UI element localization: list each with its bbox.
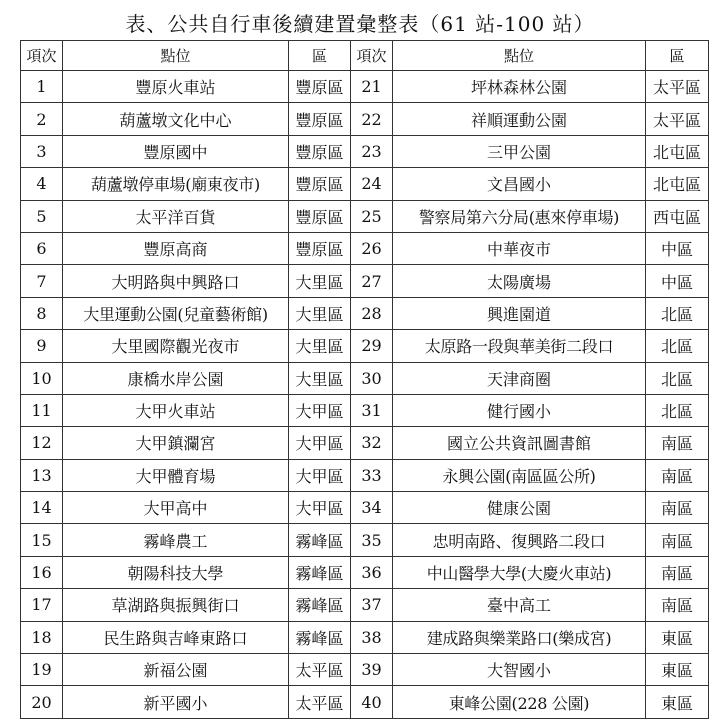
- column-header-place-2: 點位: [393, 41, 646, 71]
- table-row: [21, 394, 709, 426]
- table-row: [21, 556, 709, 588]
- cell-district-2: 中區: [646, 232, 709, 264]
- cell-district: 豐原區: [289, 103, 351, 135]
- table-row: [21, 71, 709, 103]
- cell-place: 大甲火車站: [63, 394, 289, 426]
- cell-no: 8: [21, 297, 63, 329]
- cell-district-2: 南區: [646, 459, 709, 491]
- cell-no: 10: [21, 362, 63, 394]
- table-row: [21, 103, 709, 135]
- cell-no: 13: [21, 459, 63, 491]
- cell-no-2: 29: [351, 330, 393, 362]
- cell-place-2: 國立公共資訊圖書館: [393, 427, 646, 459]
- cell-district-2: 太平區: [646, 103, 709, 135]
- table-row: [21, 200, 709, 232]
- cell-place: 大里運動公園(兒童藝術館): [63, 297, 289, 329]
- table-row: [21, 265, 709, 297]
- cell-no: 4: [21, 168, 63, 200]
- cell-district-2: 南區: [646, 589, 709, 621]
- cell-place-2: 健行國小: [393, 394, 646, 426]
- cell-place: 新福公園: [63, 654, 289, 686]
- cell-no: 12: [21, 427, 63, 459]
- cell-place: 大甲鎮瀾宮: [63, 427, 289, 459]
- cell-no-2: 38: [351, 621, 393, 653]
- cell-district: 大甲區: [289, 427, 351, 459]
- cell-no: 9: [21, 330, 63, 362]
- cell-no: 17: [21, 589, 63, 621]
- table-row: [21, 621, 709, 653]
- cell-place-2: 警察局第六分局(惠來停車場): [393, 200, 646, 232]
- table-row: [21, 232, 709, 264]
- cell-no: 20: [21, 686, 63, 718]
- cell-place-2: 太原路一段與華美街二段口: [393, 330, 646, 362]
- cell-place: 豐原火車站: [63, 71, 289, 103]
- cell-place: 康橋水岸公園: [63, 362, 289, 394]
- cell-district: 霧峰區: [289, 589, 351, 621]
- cell-no: 2: [21, 103, 63, 135]
- table-row: [21, 492, 709, 524]
- cell-no: 7: [21, 265, 63, 297]
- cell-place: 葫蘆墩停車場(廟東夜市): [63, 168, 289, 200]
- stations-table: [20, 40, 709, 719]
- cell-place-2: 永興公園(南區區公所): [393, 459, 646, 491]
- cell-no: 18: [21, 621, 63, 653]
- column-header-no-2: 項次: [351, 41, 393, 71]
- cell-district-2: 南區: [646, 556, 709, 588]
- cell-no-2: 40: [351, 686, 393, 718]
- table-row: [21, 459, 709, 491]
- cell-district: 豐原區: [289, 135, 351, 167]
- cell-district: 大里區: [289, 362, 351, 394]
- column-header-district-2: 區: [646, 41, 709, 71]
- cell-place: 太平洋百貨: [63, 200, 289, 232]
- cell-no-2: 26: [351, 232, 393, 264]
- cell-place: 民生路與吉峰東路口: [63, 621, 289, 653]
- table-row: [21, 168, 709, 200]
- cell-place: 葫蘆墩文化中心: [63, 103, 289, 135]
- cell-district: 太平區: [289, 654, 351, 686]
- cell-no-2: 34: [351, 492, 393, 524]
- table-header-row: [21, 41, 709, 71]
- table-row: [21, 524, 709, 556]
- cell-place-2: 健康公園: [393, 492, 646, 524]
- cell-place-2: 東峰公園(228 公園): [393, 686, 646, 718]
- cell-place-2: 坪林森林公園: [393, 71, 646, 103]
- cell-no: 11: [21, 394, 63, 426]
- cell-no-2: 27: [351, 265, 393, 297]
- table-row: [21, 589, 709, 621]
- cell-no: 15: [21, 524, 63, 556]
- cell-place: 豐原國中: [63, 135, 289, 167]
- cell-place-2: 忠明南路、復興路二段口: [393, 524, 646, 556]
- cell-no: 3: [21, 135, 63, 167]
- cell-district: 大里區: [289, 330, 351, 362]
- cell-district-2: 北屯區: [646, 135, 709, 167]
- cell-district: 大甲區: [289, 459, 351, 491]
- cell-no-2: 37: [351, 589, 393, 621]
- table-row: [21, 297, 709, 329]
- cell-no-2: 25: [351, 200, 393, 232]
- cell-no-2: 28: [351, 297, 393, 329]
- cell-place-2: 興進園道: [393, 297, 646, 329]
- cell-no-2: 22: [351, 103, 393, 135]
- cell-place: 豐原高商: [63, 232, 289, 264]
- cell-no-2: 35: [351, 524, 393, 556]
- cell-no: 14: [21, 492, 63, 524]
- cell-place-2: 建成路與樂業路口(樂成宮): [393, 621, 646, 653]
- table-row: [21, 427, 709, 459]
- cell-no-2: 36: [351, 556, 393, 588]
- table-row: [21, 654, 709, 686]
- cell-no: 5: [21, 200, 63, 232]
- cell-district: 霧峰區: [289, 524, 351, 556]
- cell-no-2: 33: [351, 459, 393, 491]
- cell-district-2: 南區: [646, 427, 709, 459]
- cell-district: 豐原區: [289, 168, 351, 200]
- cell-district: 豐原區: [289, 232, 351, 264]
- cell-no-2: 23: [351, 135, 393, 167]
- cell-district-2: 東區: [646, 654, 709, 686]
- cell-place-2: 中華夜市: [393, 232, 646, 264]
- cell-district: 豐原區: [289, 71, 351, 103]
- page-title: 表、公共自行車後續建置彙整表（61 站-100 站）: [125, 12, 595, 36]
- cell-no-2: 32: [351, 427, 393, 459]
- cell-district-2: 南區: [646, 492, 709, 524]
- table-row: [21, 330, 709, 362]
- cell-district: 大甲區: [289, 394, 351, 426]
- cell-district-2: 西屯區: [646, 200, 709, 232]
- cell-place-2: 祥順運動公園: [393, 103, 646, 135]
- cell-no-2: 30: [351, 362, 393, 394]
- cell-place: 新平國小: [63, 686, 289, 718]
- cell-place: 大明路與中興路口: [63, 265, 289, 297]
- table-body: [21, 71, 709, 719]
- cell-district-2: 北區: [646, 330, 709, 362]
- cell-no-2: 31: [351, 394, 393, 426]
- cell-no-2: 24: [351, 168, 393, 200]
- cell-place: 大甲高中: [63, 492, 289, 524]
- cell-no: 19: [21, 654, 63, 686]
- cell-place: 朝陽科技大學: [63, 556, 289, 588]
- cell-district: 霧峰區: [289, 621, 351, 653]
- cell-district-2: 太平區: [646, 71, 709, 103]
- cell-place: 霧峰農工: [63, 524, 289, 556]
- cell-district: 霧峰區: [289, 556, 351, 588]
- cell-no-2: 39: [351, 654, 393, 686]
- cell-place-2: 大智國小: [393, 654, 646, 686]
- cell-district: 太平區: [289, 686, 351, 718]
- cell-place-2: 天津商圈: [393, 362, 646, 394]
- cell-place: 草湖路與振興街口: [63, 589, 289, 621]
- cell-district: 大甲區: [289, 492, 351, 524]
- cell-district: 大里區: [289, 265, 351, 297]
- cell-district-2: 北區: [646, 297, 709, 329]
- column-header-district: 區: [289, 41, 351, 71]
- cell-district-2: 北區: [646, 394, 709, 426]
- cell-no: 1: [21, 71, 63, 103]
- cell-no: 16: [21, 556, 63, 588]
- cell-no-2: 21: [351, 71, 393, 103]
- cell-district-2: 南區: [646, 524, 709, 556]
- table-row: [21, 135, 709, 167]
- table-row: [21, 686, 709, 718]
- cell-place-2: 三甲公園: [393, 135, 646, 167]
- column-header-no: 項次: [21, 41, 63, 71]
- cell-district-2: 北屯區: [646, 168, 709, 200]
- table-row: [21, 362, 709, 394]
- cell-district-2: 中區: [646, 265, 709, 297]
- cell-place-2: 臺中高工: [393, 589, 646, 621]
- column-header-place: 點位: [63, 41, 289, 71]
- cell-district-2: 東區: [646, 621, 709, 653]
- cell-place-2: 文昌國小: [393, 168, 646, 200]
- cell-place-2: 中山醫學大學(大慶火車站): [393, 556, 646, 588]
- cell-district: 大里區: [289, 297, 351, 329]
- cell-no: 6: [21, 232, 63, 264]
- cell-district-2: 北區: [646, 362, 709, 394]
- cell-place: 大里國際觀光夜市: [63, 330, 289, 362]
- cell-district: 豐原區: [289, 200, 351, 232]
- cell-place: 大甲體育場: [63, 459, 289, 491]
- cell-place-2: 太陽廣場: [393, 265, 646, 297]
- cell-district-2: 東區: [646, 686, 709, 718]
